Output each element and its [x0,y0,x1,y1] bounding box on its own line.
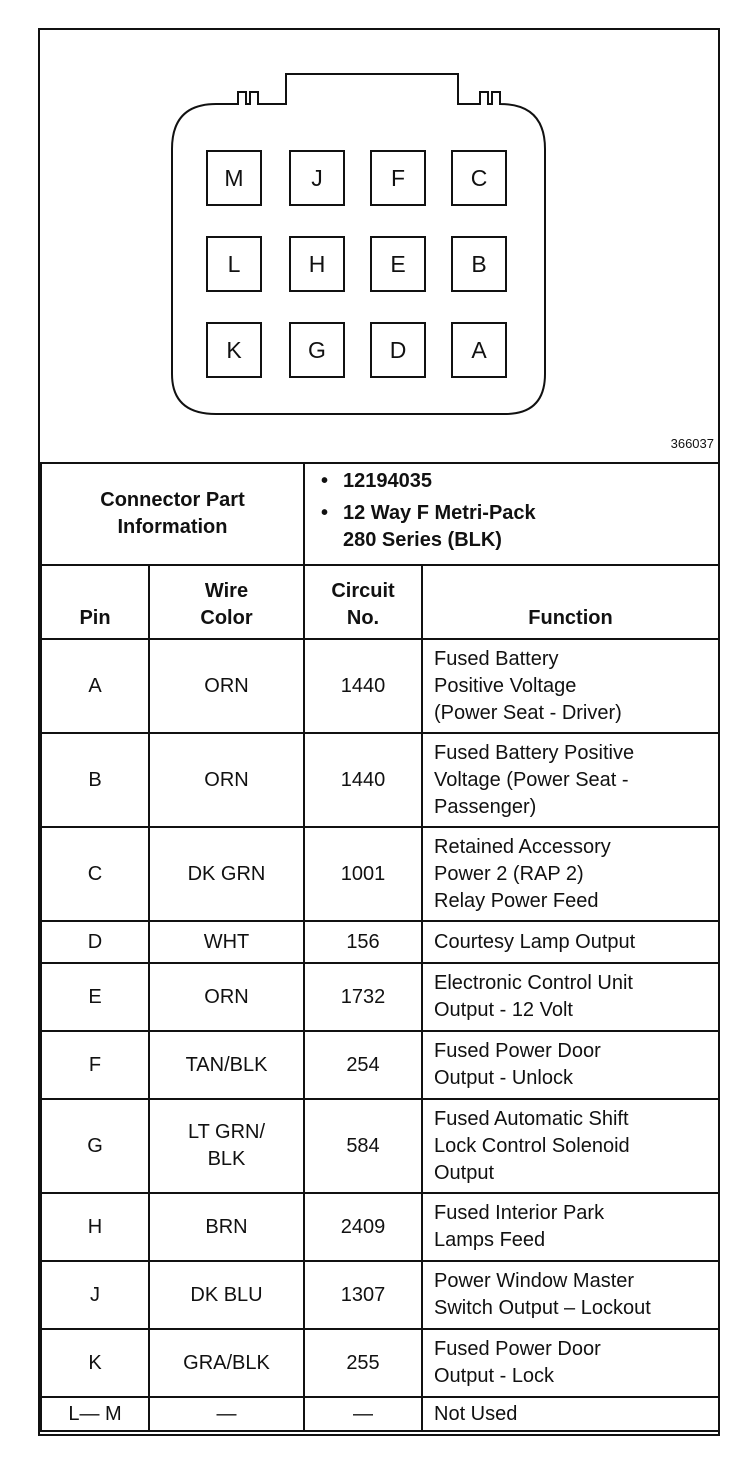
figure-number: 366037 [670,436,714,451]
function-line: Output - Unlock [434,1067,573,1089]
function-cell [422,1099,719,1193]
wire-color-cell [149,1031,304,1099]
function-cell [422,1329,719,1397]
function-line: Fused Battery [434,647,559,670]
function-line: (Power Seat - Driver) [434,701,622,724]
wire-color-line: TAN/BLK [185,1053,268,1076]
header-circuit-no [304,565,422,639]
pin-label-f: F [370,150,426,206]
function-line: Switch Output – Lockout [434,1297,651,1319]
function-line: Relay Power Feed [434,889,599,912]
wire-color-line: WHT [203,930,250,953]
part-number-text: 12194035 [343,470,432,492]
function-line: Not Used [434,1402,518,1425]
function-cell [422,827,719,921]
pin-cell: K [41,1329,149,1397]
table-row [41,1329,719,1397]
pin-label-h: H [289,236,345,292]
function-line: Lock Control Solenoid [434,1134,630,1157]
document-frame [38,28,720,1436]
pin-cell: L— M [41,1397,149,1431]
header-wire-color [149,565,304,639]
wire-color-cell [149,1261,304,1329]
function-cell [422,639,719,733]
wire-color-cell [149,1193,304,1261]
pin-label-l: L [206,236,262,292]
header-wire-line1: Wire [204,580,249,602]
function-line: Output - 12 Volt [434,999,573,1021]
header-pin: Pin [41,565,149,639]
function-cell [422,963,719,1031]
function-line: Passenger) [434,795,537,818]
pin-label-m: M [206,150,262,206]
function-line: Retained Accessory [434,835,611,858]
function-line: Fused Interior Park [434,1202,605,1224]
connector-description-line2: 280 Series (BLK) [343,529,502,551]
wire-color-cell [149,1397,304,1431]
wire-color-cell [149,733,304,827]
circuit-cell: 1307 [304,1261,422,1329]
function-line: Fused Automatic Shift [434,1107,629,1130]
circuit-cell: 255 [304,1329,422,1397]
function-line: Output [434,1161,495,1184]
wire-color-cell [149,1099,304,1193]
wire-color-cell [149,921,304,963]
table-row [41,639,719,733]
function-line: Power 2 (RAP 2) [434,862,584,885]
circuit-cell: — [304,1397,422,1431]
table-row [41,827,719,921]
connector-info-label-line1: Connector Part [100,489,245,511]
table-row [41,1397,719,1431]
bullet-icon: • [321,470,329,492]
circuit-cell: 1440 [304,733,422,827]
wire-color-line: LT GRN/ [187,1121,266,1143]
table-row [41,1099,719,1193]
wire-color-line: — [216,1402,237,1425]
function-cell [422,1261,719,1329]
function-line: Fused Power Door [434,1338,601,1360]
connector-diagram [40,30,718,464]
pin-cell: G [41,1099,149,1193]
bullet-icon: • [321,502,329,524]
circuit-cell: 2409 [304,1193,422,1261]
pin-cell: A [41,639,149,733]
pin-label-d: D [370,322,426,378]
table-row [41,1261,719,1329]
wire-color-line: ORN [204,674,249,697]
function-line: Lamps Feed [434,1229,546,1251]
function-line: Output - Lock [434,1365,555,1387]
header-circuit-line1: Circuit [331,580,395,602]
function-line: Fused Power Door [434,1040,601,1062]
function-line: Courtesy Lamp Output [434,930,636,953]
function-cell [422,1031,719,1099]
function-cell [422,921,719,963]
table-row [41,1031,719,1099]
pinout-table [40,462,720,1432]
table-row [41,963,719,1031]
table-row [41,921,719,963]
function-cell [422,733,719,827]
wire-color-line: BRN [205,1215,248,1238]
table-row [41,1193,719,1261]
connector-info-row [41,463,719,565]
wire-color-cell [149,827,304,921]
pin-label-e: E [370,236,426,292]
pin-cell: C [41,827,149,921]
pin-cell: D [41,921,149,963]
wire-color-line: ORN [204,768,249,791]
function-cell [422,1193,719,1261]
wire-color-line: ORN [204,985,249,1008]
function-line: Voltage (Power Seat - [434,768,629,791]
header-wire-line2: Color [200,607,253,629]
connector-description [321,500,718,554]
table-body [41,639,719,1431]
pin-label-k: K [206,322,262,378]
circuit-cell: 254 [304,1031,422,1099]
pin-label-g: G [289,322,345,378]
connector-info-list [304,463,719,565]
function-cell [422,1397,719,1431]
pin-label-j: J [289,150,345,206]
pin-cell: J [41,1261,149,1329]
wire-color-cell [149,639,304,733]
connector-info-label-line2: Information [117,516,228,538]
pin-label-c: C [451,150,507,206]
wire-color-line: BLK [207,1148,246,1170]
connector-part-number [321,468,718,495]
header-function: Function [422,565,719,639]
table-header-row [41,565,719,639]
pin-label-b: B [451,236,507,292]
wire-color-line: DK BLU [190,1283,263,1306]
function-line: Electronic Control Unit [434,972,633,994]
circuit-cell: 1440 [304,639,422,733]
connector-description-line1: 12 Way F Metri-Pack [343,502,536,524]
circuit-cell: 1001 [304,827,422,921]
circuit-cell: 584 [304,1099,422,1193]
function-line: Power Window Master [434,1270,635,1292]
pin-cell: E [41,963,149,1031]
wire-color-cell [149,1329,304,1397]
wire-color-line: DK GRN [187,862,266,885]
pin-label-a: A [451,322,507,378]
function-line: Positive Voltage [434,674,577,697]
wire-color-line: GRA/BLK [183,1351,270,1374]
pin-cell: H [41,1193,149,1261]
wire-color-cell [149,963,304,1031]
connector-info-label [41,463,304,565]
header-circuit-line2: No. [346,607,380,629]
circuit-cell: 1732 [304,963,422,1031]
table-row [41,733,719,827]
pin-cell: F [41,1031,149,1099]
circuit-cell: 156 [304,921,422,963]
function-line: Fused Battery Positive [434,741,635,764]
pin-cell: B [41,733,149,827]
